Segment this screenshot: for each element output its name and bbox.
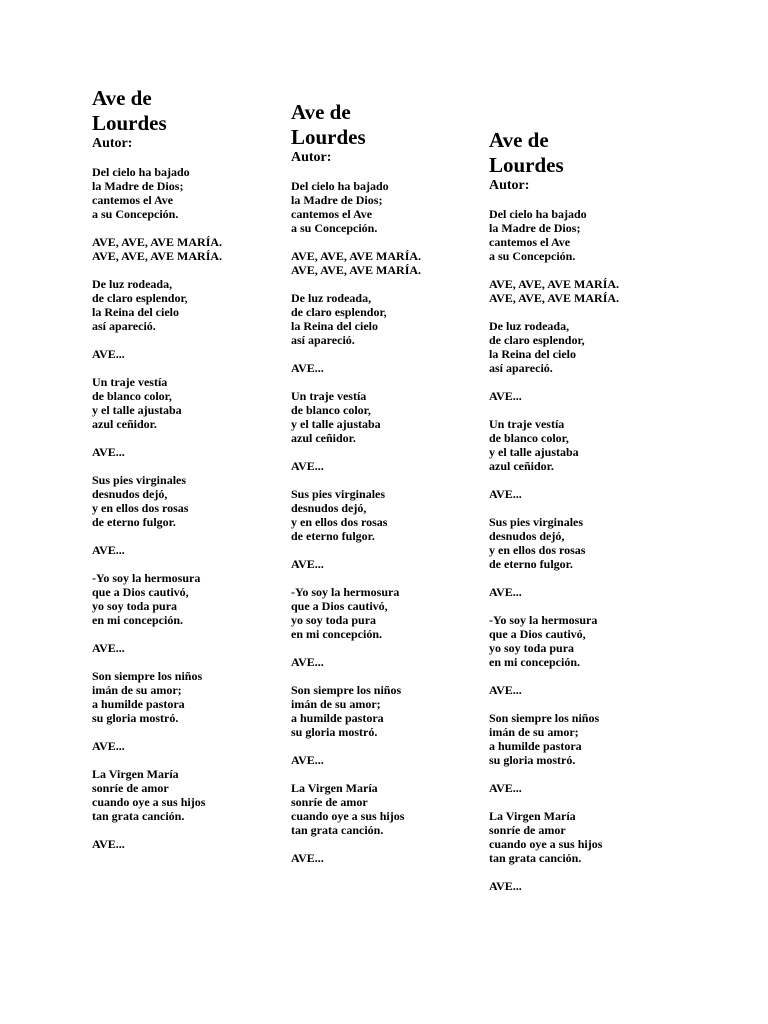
song-title bbox=[92, 86, 292, 136]
stanza bbox=[291, 851, 491, 865]
lyric-line: de eterno fulgor. bbox=[92, 515, 176, 529]
lyric-line: AVE, AVE, AVE MARÍA. bbox=[489, 277, 620, 291]
lyric-line: sonríe de amor bbox=[489, 823, 566, 837]
author-label: Autor: bbox=[92, 136, 133, 151]
lyric-line: Son siempre los niños bbox=[92, 669, 203, 683]
stanza bbox=[92, 235, 292, 263]
lyric-line: así apareció. bbox=[92, 319, 156, 333]
lyric-line: yo soy toda pura bbox=[92, 599, 178, 613]
stanza bbox=[291, 753, 491, 767]
lyric-line: así apareció. bbox=[291, 333, 355, 347]
stanza bbox=[489, 207, 689, 263]
lyric-line: AVE... bbox=[291, 361, 324, 375]
lyric-line: de blanco color, bbox=[92, 389, 172, 403]
lyric-line: AVE... bbox=[489, 487, 522, 501]
lyric-line: sonríe de amor bbox=[291, 795, 368, 809]
lyric-line: cuando oye a sus hijos bbox=[489, 837, 603, 851]
lyric-line: AVE, AVE, AVE MARÍA. bbox=[291, 249, 422, 263]
lyric-line: de eterno fulgor. bbox=[489, 557, 573, 571]
lyric-line: de eterno fulgor. bbox=[291, 529, 375, 543]
lyric-line: cantemos el Ave bbox=[92, 193, 174, 207]
lyric-line: AVE, AVE, AVE MARÍA. bbox=[489, 291, 620, 305]
lyric-line: Un traje vestía bbox=[291, 389, 367, 403]
lyric-line: de claro esplendor, bbox=[291, 305, 387, 319]
lyric-line: cantemos el Ave bbox=[291, 207, 373, 221]
stanza bbox=[92, 473, 292, 529]
stanza bbox=[291, 459, 491, 473]
lyric-line: de blanco color, bbox=[291, 403, 371, 417]
lyric-line: Del cielo ha bajado bbox=[489, 207, 587, 221]
lyric-line: Sus pies virginales bbox=[489, 515, 584, 529]
lyric-line: Del cielo ha bajado bbox=[291, 179, 389, 193]
lyric-line: a su Concepción. bbox=[291, 221, 378, 235]
stanza bbox=[489, 277, 689, 305]
stanza bbox=[92, 165, 292, 221]
stanza bbox=[92, 571, 292, 627]
stanza bbox=[291, 249, 491, 277]
lyric-line: AVE, AVE, AVE MARÍA. bbox=[291, 263, 422, 277]
lyric-line: su gloria mostró. bbox=[291, 725, 378, 739]
stanza bbox=[92, 641, 292, 655]
lyric-line: Son siempre los niños bbox=[291, 683, 402, 697]
lyric-line: cantemos el Ave bbox=[489, 235, 571, 249]
lyric-line: y en ellos dos rosas bbox=[92, 501, 189, 515]
lyric-line: la Madre de Dios; bbox=[92, 179, 184, 193]
lyric-line: azul ceñidor. bbox=[92, 417, 157, 431]
song-title-line-1: Ave de bbox=[489, 128, 549, 152]
song-title-line-2: Lourdes bbox=[92, 111, 167, 135]
lyric-line: cuando oye a sus hijos bbox=[92, 795, 206, 809]
lyric-line: AVE... bbox=[291, 655, 324, 669]
lyric-line: AVE... bbox=[489, 683, 522, 697]
stanza bbox=[92, 375, 292, 431]
song-column-2 bbox=[291, 100, 491, 879]
lyric-line: AVE... bbox=[92, 543, 125, 557]
lyric-line: y el talle ajustaba bbox=[291, 417, 381, 431]
stanza bbox=[489, 389, 689, 403]
stanza bbox=[92, 347, 292, 361]
stanza bbox=[489, 879, 689, 893]
stanza bbox=[291, 291, 491, 347]
lyric-line: desnudos dejó, bbox=[92, 487, 168, 501]
lyric-line: y el talle ajustaba bbox=[489, 445, 579, 459]
lyrics bbox=[291, 179, 491, 865]
stanza bbox=[489, 319, 689, 375]
lyric-line: imán de su amor; bbox=[92, 683, 182, 697]
lyric-line: la Reina del cielo bbox=[92, 305, 179, 319]
lyric-line: desnudos dejó, bbox=[489, 529, 565, 543]
lyric-line: tan grata canción. bbox=[92, 809, 185, 823]
lyric-line: AVE, AVE, AVE MARÍA. bbox=[92, 235, 223, 249]
lyric-line: AVE... bbox=[489, 585, 522, 599]
lyric-line: a humilde pastora bbox=[489, 739, 582, 753]
lyric-line: Un traje vestía bbox=[489, 417, 565, 431]
song-title-line-1: Ave de bbox=[92, 86, 152, 110]
stanza bbox=[92, 739, 292, 753]
stanza bbox=[291, 361, 491, 375]
song-title bbox=[291, 100, 491, 150]
lyric-line: AVE... bbox=[291, 557, 324, 571]
lyric-line: sonríe de amor bbox=[92, 781, 169, 795]
song-column-1 bbox=[92, 86, 292, 865]
lyric-line: a humilde pastora bbox=[291, 711, 384, 725]
stanza bbox=[92, 837, 292, 851]
lyric-line: en mi concepción. bbox=[92, 613, 183, 627]
stanza bbox=[92, 767, 292, 823]
lyric-line: su gloria mostró. bbox=[92, 711, 179, 725]
lyric-line: AVE... bbox=[489, 879, 522, 893]
stanza bbox=[92, 445, 292, 459]
lyric-line: en mi concepción. bbox=[489, 655, 580, 669]
lyric-line: y el talle ajustaba bbox=[92, 403, 182, 417]
lyric-line: Son siempre los niños bbox=[489, 711, 600, 725]
stanza bbox=[92, 543, 292, 557]
lyric-line: así apareció. bbox=[489, 361, 553, 375]
lyric-line: AVE... bbox=[489, 389, 522, 403]
lyric-line: a su Concepción. bbox=[92, 207, 179, 221]
lyric-line: AVE... bbox=[92, 347, 125, 361]
lyric-line: a su Concepción. bbox=[489, 249, 576, 263]
stanza bbox=[489, 809, 689, 865]
lyric-line: yo soy toda pura bbox=[291, 613, 377, 627]
lyric-line: AVE... bbox=[92, 837, 125, 851]
lyric-line: La Virgen María bbox=[291, 781, 378, 795]
lyric-line: De luz rodeada, bbox=[92, 277, 173, 291]
stanza bbox=[489, 711, 689, 767]
lyric-line: la Madre de Dios; bbox=[291, 193, 383, 207]
stanza bbox=[489, 781, 689, 795]
lyric-line: que a Dios cautivó, bbox=[291, 599, 388, 613]
lyric-line: -Yo soy la hermosura bbox=[92, 571, 201, 585]
stanza bbox=[291, 781, 491, 837]
lyric-line: tan grata canción. bbox=[489, 851, 582, 865]
lyric-line: La Virgen María bbox=[489, 809, 576, 823]
stanza bbox=[291, 683, 491, 739]
lyric-line: -Yo soy la hermosura bbox=[489, 613, 598, 627]
lyric-line: desnudos dejó, bbox=[291, 501, 367, 515]
stanza bbox=[291, 655, 491, 669]
lyric-line: su gloria mostró. bbox=[489, 753, 576, 767]
stanza bbox=[489, 417, 689, 473]
lyric-line: AVE... bbox=[291, 851, 324, 865]
lyric-line: Sus pies virginales bbox=[92, 473, 187, 487]
song-title-line-2: Lourdes bbox=[489, 153, 564, 177]
stanza bbox=[489, 515, 689, 571]
lyric-line: Un traje vestía bbox=[92, 375, 168, 389]
song-column-3 bbox=[489, 128, 689, 907]
lyric-line: AVE... bbox=[92, 641, 125, 655]
song-title-line-2: Lourdes bbox=[291, 125, 366, 149]
lyric-line: yo soy toda pura bbox=[489, 641, 575, 655]
lyric-line: AVE... bbox=[291, 459, 324, 473]
stanza bbox=[291, 585, 491, 641]
lyric-line: y en ellos dos rosas bbox=[291, 515, 388, 529]
stanza bbox=[489, 683, 689, 697]
lyric-line: la Reina del cielo bbox=[291, 319, 378, 333]
lyric-line: Sus pies virginales bbox=[291, 487, 386, 501]
lyric-line: La Virgen María bbox=[92, 767, 179, 781]
lyric-line: De luz rodeada, bbox=[291, 291, 372, 305]
lyric-line: AVE, AVE, AVE MARÍA. bbox=[92, 249, 223, 263]
lyrics bbox=[489, 207, 689, 893]
stanza bbox=[291, 557, 491, 571]
lyric-line: en mi concepción. bbox=[291, 627, 382, 641]
stanza bbox=[489, 487, 689, 501]
lyric-line: -Yo soy la hermosura bbox=[291, 585, 400, 599]
lyric-line: a humilde pastora bbox=[92, 697, 185, 711]
lyric-line: cuando oye a sus hijos bbox=[291, 809, 405, 823]
lyric-line: AVE... bbox=[489, 781, 522, 795]
lyric-line: azul ceñidor. bbox=[291, 431, 356, 445]
stanza bbox=[291, 487, 491, 543]
lyric-line: AVE... bbox=[92, 739, 125, 753]
lyric-line: tan grata canción. bbox=[291, 823, 384, 837]
lyric-line: AVE... bbox=[92, 445, 125, 459]
lyric-line: imán de su amor; bbox=[291, 697, 381, 711]
lyric-line: la Reina del cielo bbox=[489, 347, 576, 361]
author-label: Autor: bbox=[489, 178, 530, 193]
stanza bbox=[291, 179, 491, 235]
lyrics bbox=[92, 165, 292, 851]
stanza bbox=[92, 669, 292, 725]
song-title bbox=[489, 128, 689, 178]
stanza bbox=[489, 613, 689, 669]
author-label: Autor: bbox=[291, 150, 332, 165]
stanza bbox=[92, 277, 292, 333]
lyric-line: Del cielo ha bajado bbox=[92, 165, 190, 179]
lyric-line: De luz rodeada, bbox=[489, 319, 570, 333]
song-title-line-1: Ave de bbox=[291, 100, 351, 124]
stanza bbox=[489, 585, 689, 599]
lyric-line: y en ellos dos rosas bbox=[489, 543, 586, 557]
stanza bbox=[291, 389, 491, 445]
lyric-line: que a Dios cautivó, bbox=[92, 585, 189, 599]
lyric-line: azul ceñidor. bbox=[489, 459, 554, 473]
lyric-line: imán de su amor; bbox=[489, 725, 579, 739]
lyric-line: de claro esplendor, bbox=[92, 291, 188, 305]
lyric-line: de blanco color, bbox=[489, 431, 569, 445]
lyric-line: la Madre de Dios; bbox=[489, 221, 581, 235]
lyric-line: de claro esplendor, bbox=[489, 333, 585, 347]
lyric-line: que a Dios cautivó, bbox=[489, 627, 586, 641]
lyric-line: AVE... bbox=[291, 753, 324, 767]
